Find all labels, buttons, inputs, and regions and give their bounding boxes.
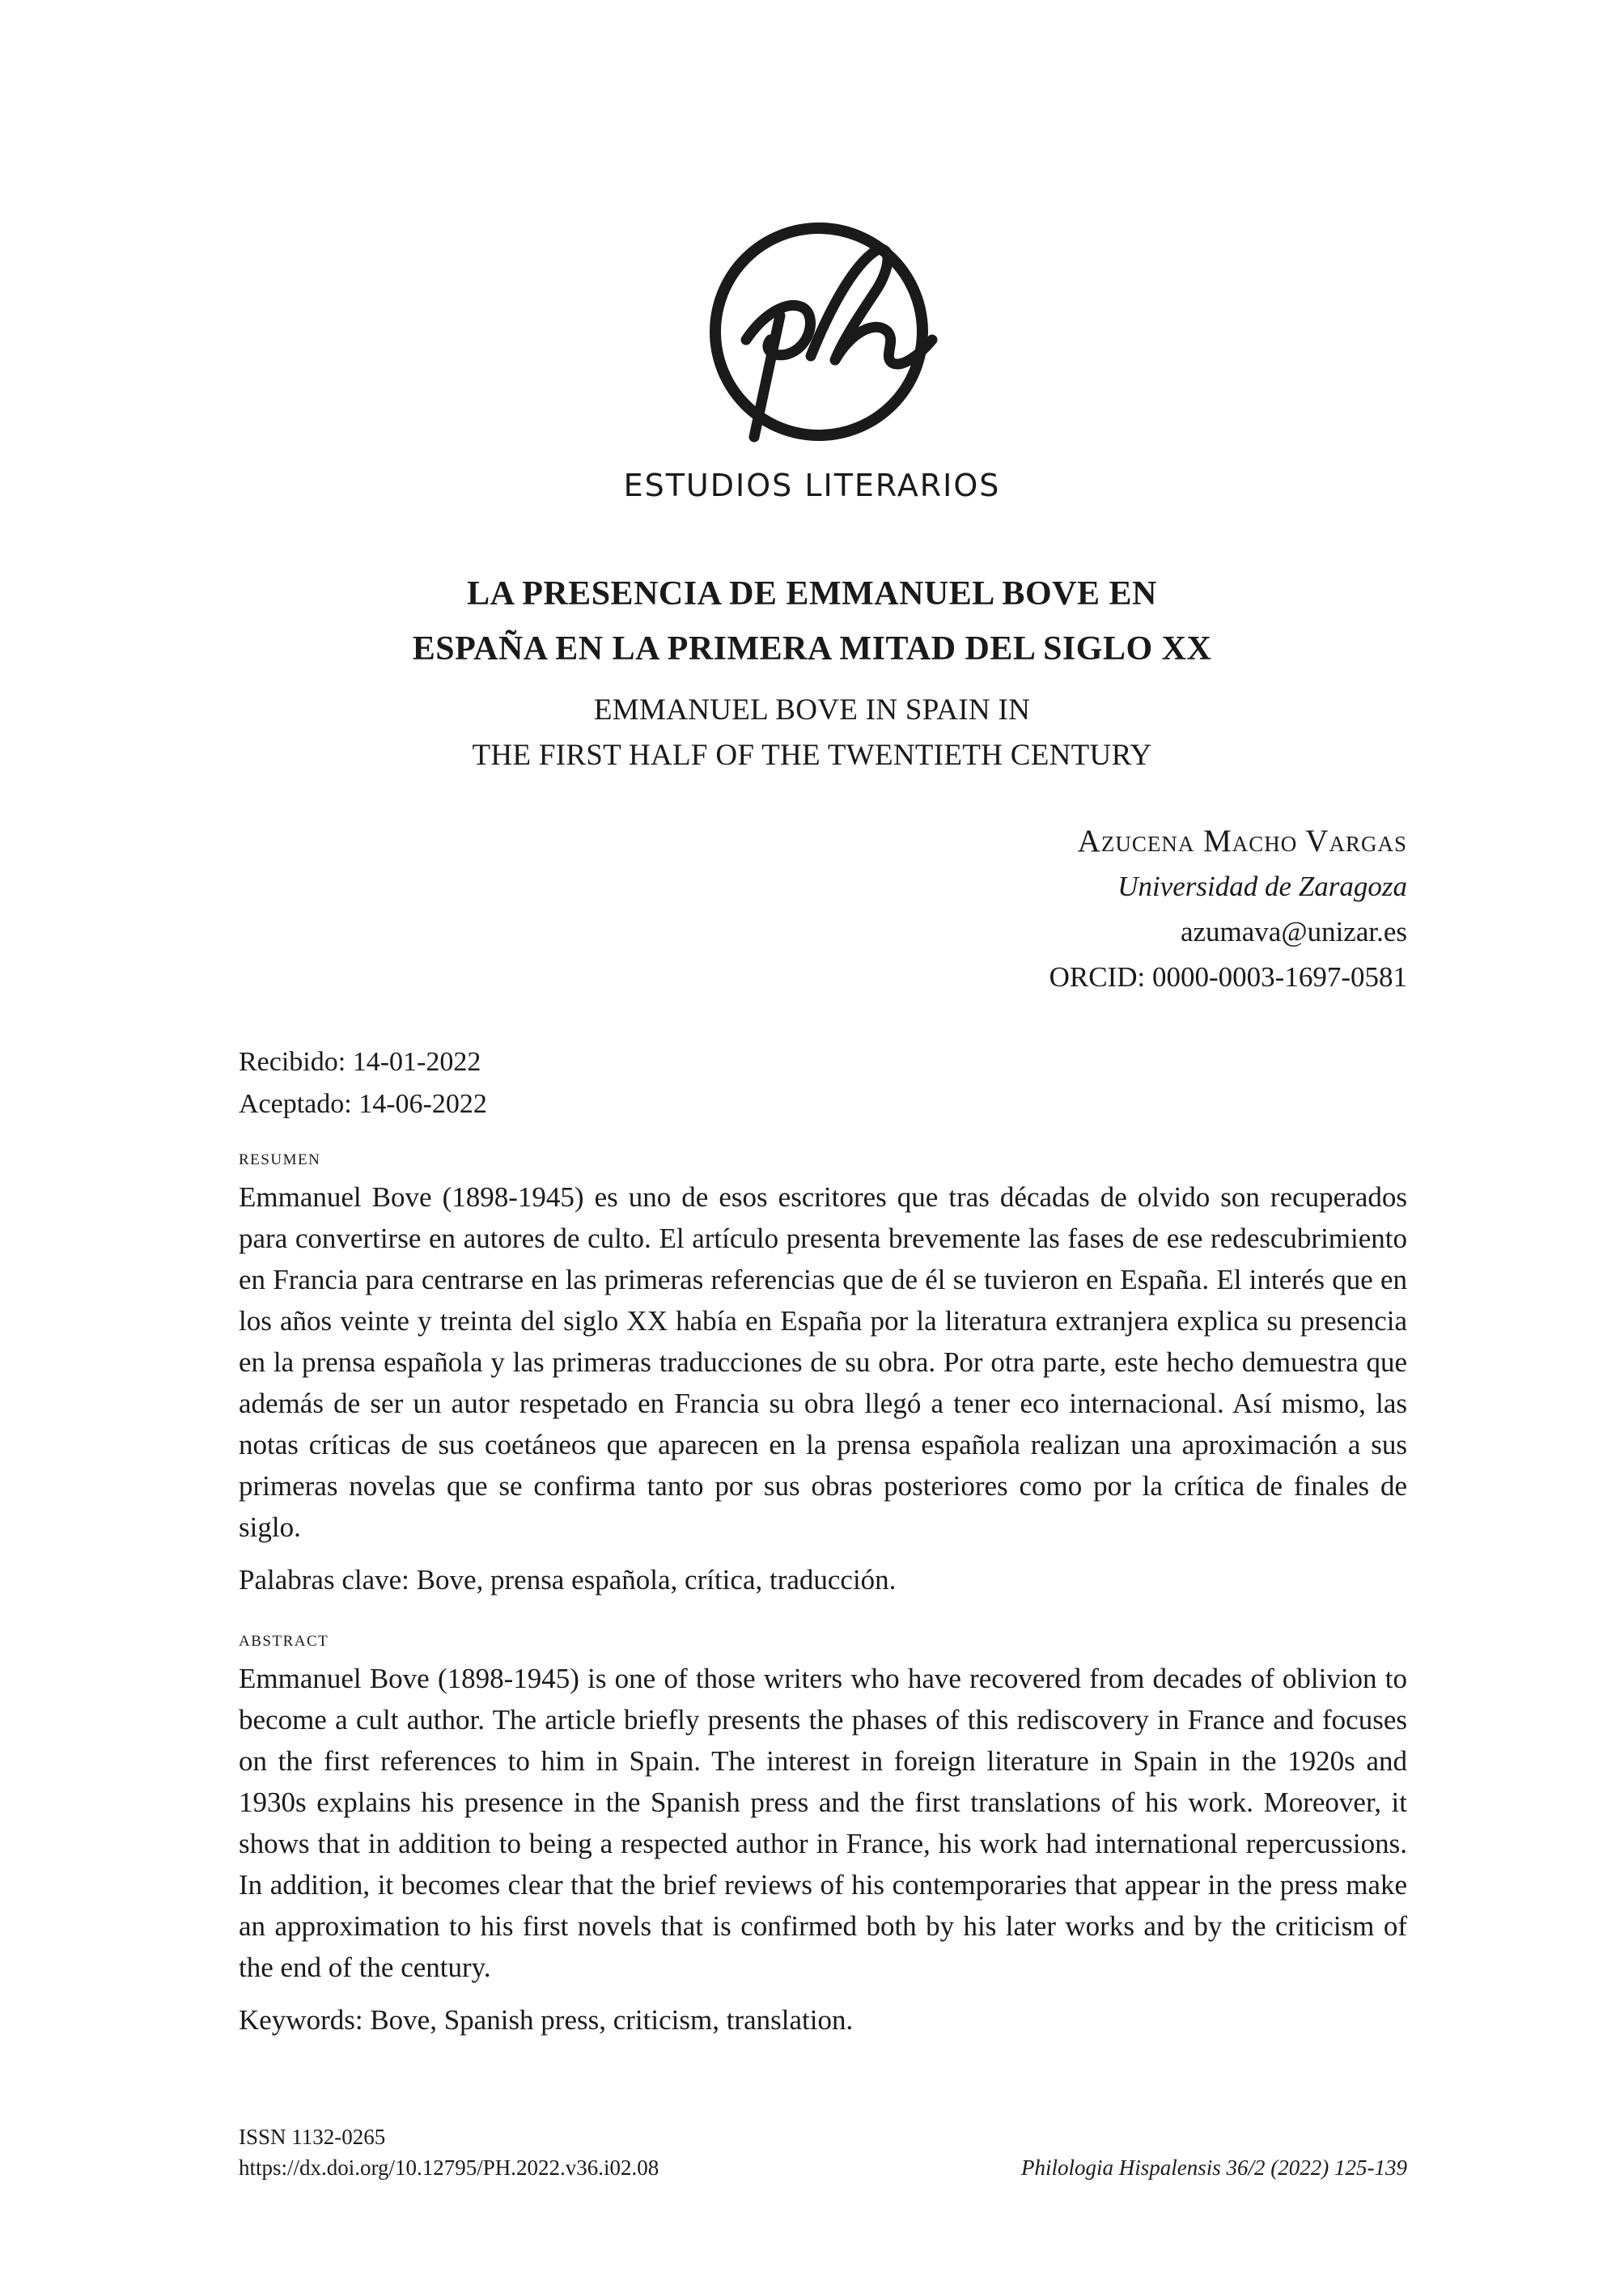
footer-identifiers [239,2121,659,2183]
author-email[interactable]: azumava@unizar.es [1180,916,1407,947]
resumen-section [239,1145,1407,1600]
submission-dates [239,1041,487,1125]
doi-link[interactable]: https://dx.doi.org/10.12795/PH.2022.v36.i02.08 [239,2155,659,2180]
journal-name: ESTUDIOS LITERARIOS [623,468,1001,503]
article-title-es [0,566,1624,676]
issn: ISSN 1132-0265 [239,2125,386,2149]
title-es-line-1: LA PRESENCIA DE EMMANUEL BOVE EN [467,575,1157,612]
abstract-body: Emmanuel Bove (1898-1945) is one of those writers who have recovered from decades of oblivion to become a cult author. The article briefly presents the phases of this rediscovery in France and focuses on the first references to him in Spain. The interest in foreign literature in Spain in the 1920s and 1930s explains his presence in the Spanish press and the first translations of his work. Moreover, it shows that in addition to being a respected author in France, his work had international repercussions. In addition, it becomes clear that the brief reviews of his contemporaries that appear in the press make an approximation to his first novels that is confirmed both by his later works and by the criticism of the end of the century. [239,1663,1407,1983]
author-block [1049,819,1407,1000]
abstract-keywords: Keywords: Bove, Spanish press, criticism, translation. [239,2004,854,2036]
accepted-date: Aceptado: 14-06-2022 [239,1089,487,1119]
title-en-line-2: THE FIRST HALF OF THE TWENTIETH CENTURY [472,739,1152,772]
received-date: Recibido: 14-01-2022 [239,1047,481,1077]
journal-citation: Philologia Hispalensis 36/2 (2022) 125-139 [1021,2155,1407,2180]
resumen-body: Emmanuel Bove (1898-1945) es uno de esos escritores que tras décadas de olvido son recuperados para convertirse en autores de culto. El artículo presenta brevemente las fases de ese redescubrimiento en Francia para centrarse en las primeras referencias que de él se tuvieron en España. El interés que en los años veinte y treinta del siglo XX había en España por la literatura extranjera explica su presencia en la prensa española y las primeras traducciones de su obra. Por otra parte, este hecho demuestra que además de ser un autor respetado en Francia su obra llegó a tener eco internacional. Así mismo, las notas críticas de sus coetáneos que aparecen en la prensa española realizan una aproximación a sus primeras novelas que se confirma tanto por sus obras posteriores como por la crítica de finales de siglo. [239,1181,1407,1543]
author-name: Azucena Macho Vargas [1077,824,1407,858]
resumen-heading: resumen [239,1145,321,1169]
title-es-line-2: ESPAÑA EN LA PRIMERA MITAD DEL SIGLO XX [412,630,1212,668]
title-en-line-1: EMMANUEL BOVE IN SPAIN IN [593,693,1031,727]
author-affiliation: Universidad de Zaragoza [1117,871,1407,902]
resumen-keywords: Palabras clave: Bove, prensa española, crítica, traducción. [239,1564,897,1596]
abstract-section [239,1626,1407,2041]
journal-logo [689,218,948,453]
author-orcid: ORCID: 0000-0003-1697-0581 [1049,961,1407,993]
article-title-en [0,688,1624,778]
abstract-heading: abstract [239,1626,329,1651]
ph-monogram-icon [689,218,948,453]
